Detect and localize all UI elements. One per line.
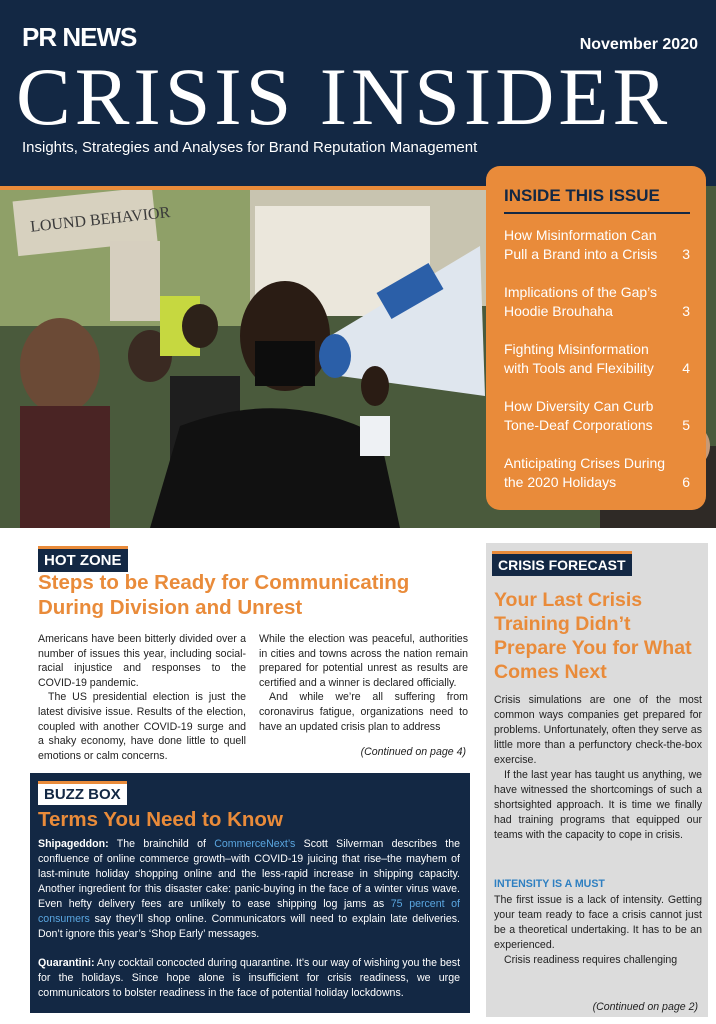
toc-item-page: 3 (682, 303, 690, 319)
continued-link[interactable]: (Continued on page 4) (360, 746, 466, 758)
text: say they’ll shop online. Communicators will need to explain late deliveries. Don’t ignore this year’s ‘Shop Early’ messages. (38, 913, 460, 940)
toc-item[interactable] (504, 397, 690, 435)
photo-accent-bar (0, 186, 500, 190)
crisis-forecast-body (494, 693, 702, 843)
hot-zone-column-1 (38, 632, 246, 763)
crisis-forecast-body-2 (494, 893, 702, 968)
protest-sign-text: LOUND BEHAVIOR (29, 204, 172, 236)
toc-item[interactable] (504, 283, 690, 321)
paragraph: Americans have been bitterly divided over a number of issues this year, including social-racial injustice and responses to the COVID-19 pandemic. (38, 633, 246, 689)
text: Any cocktail concocted during quarantine. It’s our way of wishing you the best for the holidays. Since hope alone is insufficient for crisis readiness, we urge communicators to bolster readiness in the face of potential holiday lockdowns. (38, 957, 461, 999)
crisis-forecast-tag: CRISIS FORECAST (492, 551, 632, 576)
crisis-forecast-subhead: INTENSITY IS A MUST (494, 878, 605, 890)
term-label: Shipageddon: (38, 838, 109, 850)
toc-item-page: 6 (682, 474, 690, 490)
crisis-forecast-panel (486, 543, 708, 1017)
text: The brainchild of (108, 838, 215, 850)
term-quarantini (38, 956, 460, 1001)
toc-item[interactable] (504, 340, 690, 378)
paragraph: If the last year has taught us anything, we have witnessed the shortcomings of such a shortsighted approach. It is time we finally had training programs that equipped our teams with the capacity to cope in crisis. (494, 769, 702, 841)
toc-item[interactable] (504, 454, 690, 492)
crisis-forecast-headline: Your Last Crisis Training Didn’t Prepare You for What Comes Next (494, 589, 692, 683)
buzz-box-tag: BUZZ BOX (38, 781, 127, 805)
brand-logo: PR NEWS (22, 22, 137, 52)
toc-item-page: 5 (682, 417, 690, 433)
toc-item-label: Fighting Misinformation with Tools and Flexibility (504, 341, 654, 376)
text: Scott Silverman describes the confluence of online commerce growth–with COVID-19 juicing that rise–the mayhem of last-minute holiday shopping online and the less-rapid increase in shipping capacity. Another ingredient for this disaster cake: panic-buying in the face of a winter virus wave. Even hefty delivery fees are unlikely to ease shipping log jams as (38, 838, 461, 910)
toc-title: INSIDE THIS ISSUE (504, 186, 690, 214)
paragraph: And while we’re all suffering from coronavirus fatigue, organizations need to have an updated crisis plan to address (259, 691, 468, 733)
toc-item-page: 4 (682, 360, 690, 376)
paragraph: While the election was peaceful, authorities in cities and towns across the nation remain prepared for potential unrest as results are certified and a winner is declared officially. (259, 633, 468, 689)
toc-item-page: 3 (682, 246, 690, 262)
term-shipageddon (38, 837, 460, 942)
masthead-title: CRISIS INSIDER (16, 51, 672, 142)
paragraph: Crisis readiness requires challenging (504, 954, 678, 966)
toc-item-label: How Diversity Can Curb Tone-Deaf Corporations (504, 398, 654, 433)
commercenext-link[interactable]: CommerceNext’s (214, 838, 296, 850)
hot-zone-column-2 (259, 632, 468, 734)
inside-this-issue (486, 166, 706, 510)
masthead-banner (0, 0, 716, 186)
continued-link[interactable]: (Continued on page 2) (592, 1001, 698, 1013)
term-label: Quarantini: (38, 957, 95, 969)
buzz-box-body (38, 837, 460, 1001)
issue-date: November 2020 (579, 36, 698, 53)
tagline: Insights, Strategies and Analyses for Brand Reputation Management (22, 139, 478, 156)
buzz-box-headline: Terms You Need to Know (38, 808, 283, 831)
paragraph: The US presidential election is just the latest divisive issue. Results of the election, coupled with another COVID-19 surge and a shaky economy, have done little to quell emotions or calm concerns. (38, 691, 246, 762)
toc-item-label: Implications of the Gap’s Hoodie Brouhaha (504, 284, 658, 319)
toc-item-label: Anticipating Crises During the 2020 Holidays (504, 455, 666, 490)
buzz-box (30, 773, 470, 1013)
consumers-stat-link[interactable]: 75 percent of consumers (38, 898, 460, 925)
paragraph: Crisis simulations are one of the most common ways companies get prepared for problems. Unfortunately, often they serve as little more than a perfunctory check-the-box exercise. (494, 694, 702, 766)
hot-zone-headline: Steps to be Ready for Communicating During Division and Unrest (38, 571, 410, 619)
paragraph: The first issue is a lack of intensity. Getting your team ready to face a crisis cannot just be a theoretical undertaking. It has to be an experienced. (494, 894, 702, 951)
toc-item[interactable] (504, 226, 690, 264)
toc-item-label: How Misinformation Can Pull a Brand into a Crisis (504, 227, 658, 262)
hot-zone-tag: HOT ZONE (38, 546, 128, 572)
